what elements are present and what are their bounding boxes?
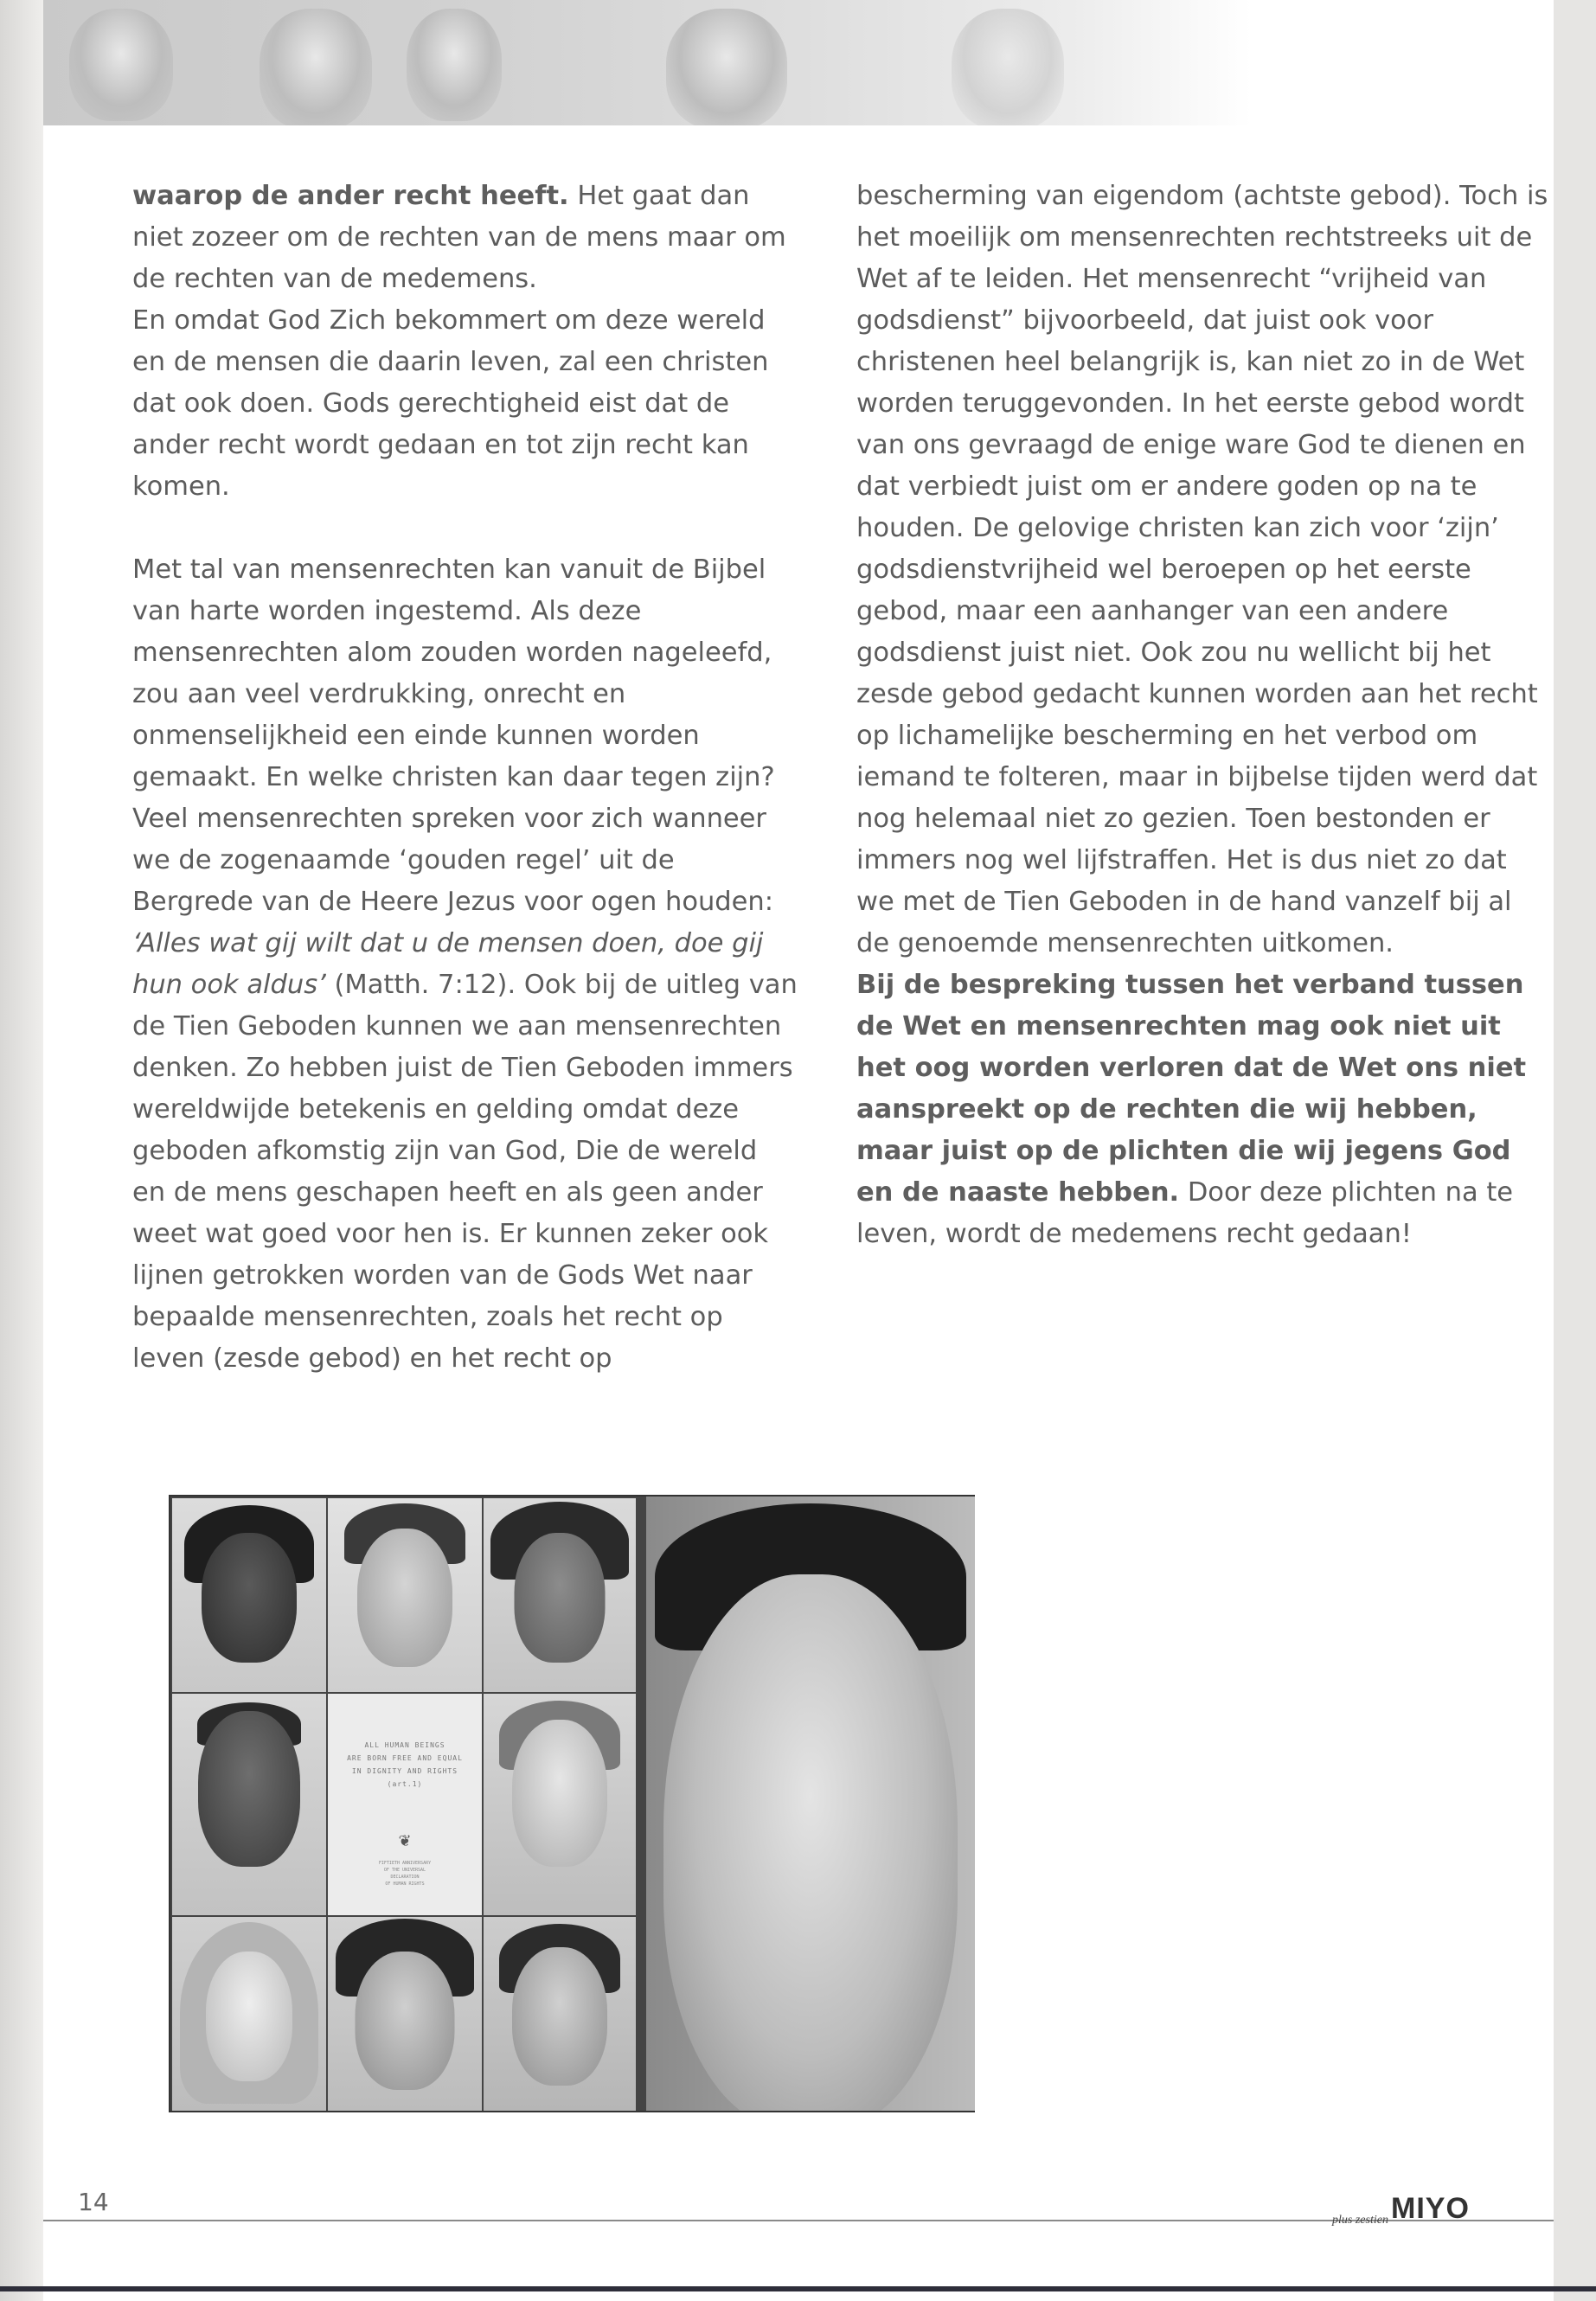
magazine-logo: MIYO [1391, 2192, 1470, 2225]
magazine-subtitle: plus zestien [1332, 2214, 1388, 2227]
paragraph-gap [132, 508, 798, 549]
faces-photo-collage [169, 1495, 975, 2112]
declaration-text-panel [328, 1694, 482, 1915]
portrait-photo [172, 1694, 326, 1915]
footer-divider [43, 2220, 1554, 2221]
paragraph-text: Het gaat dan niet zozeer om de rechten van de mens maar om de rechten van de medemens. [132, 181, 786, 294]
paragraph-text: (Matth. 7:12). Ook bij de uitleg van de Tien Geboden kunnen we aan mensenrechten denken. Zo hebben juist de Tien Geboden immers wereldwijde betekenis en gelding omdat deze geboden afkomstig zijn van God, Die de wereld en de mens geschapen heeft en als geen ander weet wat goed voor hen is. Er kunnen zeker ook lijnen getrokken worden van de Gods Wet naar bepaalde mensenrechten, zoals het recht op leven (zesde gebod) en het recht op [132, 970, 798, 1374]
portrait-photo [328, 1498, 482, 1692]
portrait-photo [172, 1917, 326, 2111]
large-portrait-photo [646, 1497, 975, 2111]
paragraph [132, 176, 798, 300]
portrait-photo [484, 1694, 636, 1915]
header-face-photo [69, 9, 173, 121]
header-face-photo [952, 9, 1064, 125]
paragraph: bescherming van eigendom (achtste gebod). Toch is het moeilijk om mensenrechten rechtstreeks uit de Wet af te leiden. Het mensenrecht “vrijheid van godsdienst” bijvoorbeeld, dat juist ook voor christenen heel belangrijk is, kan niet zo in de Wet worden teruggevonden. In het eerste gebod wordt van ons gevraagd de enige ware God te dienen en dat verbiedt juist om er andere goden op na te houden. De gelovige christen kan zich voor ‘zijn’ godsdienstvrijheid wel beroepen op het eerste gebod, maar een aanhanger van een andere godsdienst juist niet. Ook zou nu wellicht bij het zesde gebod gedacht kunnen worden aan het recht op lichamelijke bescherming en het verbod om iemand te folteren, maar in bijbelse tijden werd dat nog helemaal niet zo gezien. Toen bestonden er immers nog wel lijfstraffen. Het is dus niet zo dat we met de Tien Geboden in de hand vanzelf bij al de genoemde mensenrechten uitkomen. [856, 181, 1548, 958]
paragraph [856, 965, 1548, 1255]
scan-bottom-band [0, 2286, 1596, 2291]
header-face-photo [260, 9, 372, 125]
declaration-text: ALL HUMAN BEINGS ARE BORN FREE AND EQUAL IN DIGNITY AND RIGHTS (art.1) [347, 1741, 463, 1788]
paragraph: En omdat God Zich bekommert om deze wereld en de mensen die daarin leven, zal een christen dat ook doen. Gods gerechtigheid eist dat de ander recht wordt gedaan en tot zijn recht kan komen. [132, 305, 769, 502]
anniversary-caption: FIFTIETH ANNIVERSARY OF THE UNIVERSAL DECLARATION OF HUMAN RIGHTS [378, 1861, 432, 1887]
page-edge-shadow [0, 0, 43, 2301]
header-face-photo [407, 9, 502, 121]
portrait-photo [484, 1917, 636, 2111]
paragraph [132, 549, 798, 1380]
portrait-photo [328, 1917, 482, 2111]
header-photo-strip [43, 0, 1554, 125]
scripture-quote: ‘Alles wat gij wilt dat u de mensen doen, doe gij hun ook aldus’ [132, 928, 764, 1000]
page-number: 14 [78, 2188, 109, 2216]
portrait-photo [172, 1498, 326, 1692]
right-text-column [856, 176, 1548, 1255]
paragraph-text: Door deze plichten na te leven, wordt de medemens recht gedaan! [856, 1177, 1514, 1249]
magazine-page [43, 0, 1554, 2301]
declaration-logo-icon: ❦ [398, 1832, 412, 1850]
left-text-column [132, 176, 798, 1380]
portrait-photo [484, 1498, 636, 1692]
page-right-margin [1554, 0, 1596, 2301]
paragraph-text: Met tal van mensenrechten kan vanuit de Bijbel van harte worden ingestemd. Als deze mensenrechten alom zouden worden nageleefd, zou aan veel verdrukking, onrecht en onmenselijkheid een einde kunnen worden gemaakt. En welke christen kan daar tegen zijn? Veel mensenrechten spreken voor zich wanneer we de zogenaamde ‘gouden regel’ uit de Bergrede van de Heere Jezus voor ogen houden: [132, 554, 775, 917]
header-face-photo [666, 9, 787, 125]
bold-emphasis-text: Bij de bespreking tussen het verband tussen de Wet en mensenrechten mag ook niet uit het oog worden verloren dat de Wet ons niet aanspreekt op de rechten die wij hebben, maar juist op de plichten die wij jegens God en de naaste hebben. [856, 970, 1527, 1208]
bold-lead-text: waarop de ander recht heeft. [132, 181, 569, 211]
